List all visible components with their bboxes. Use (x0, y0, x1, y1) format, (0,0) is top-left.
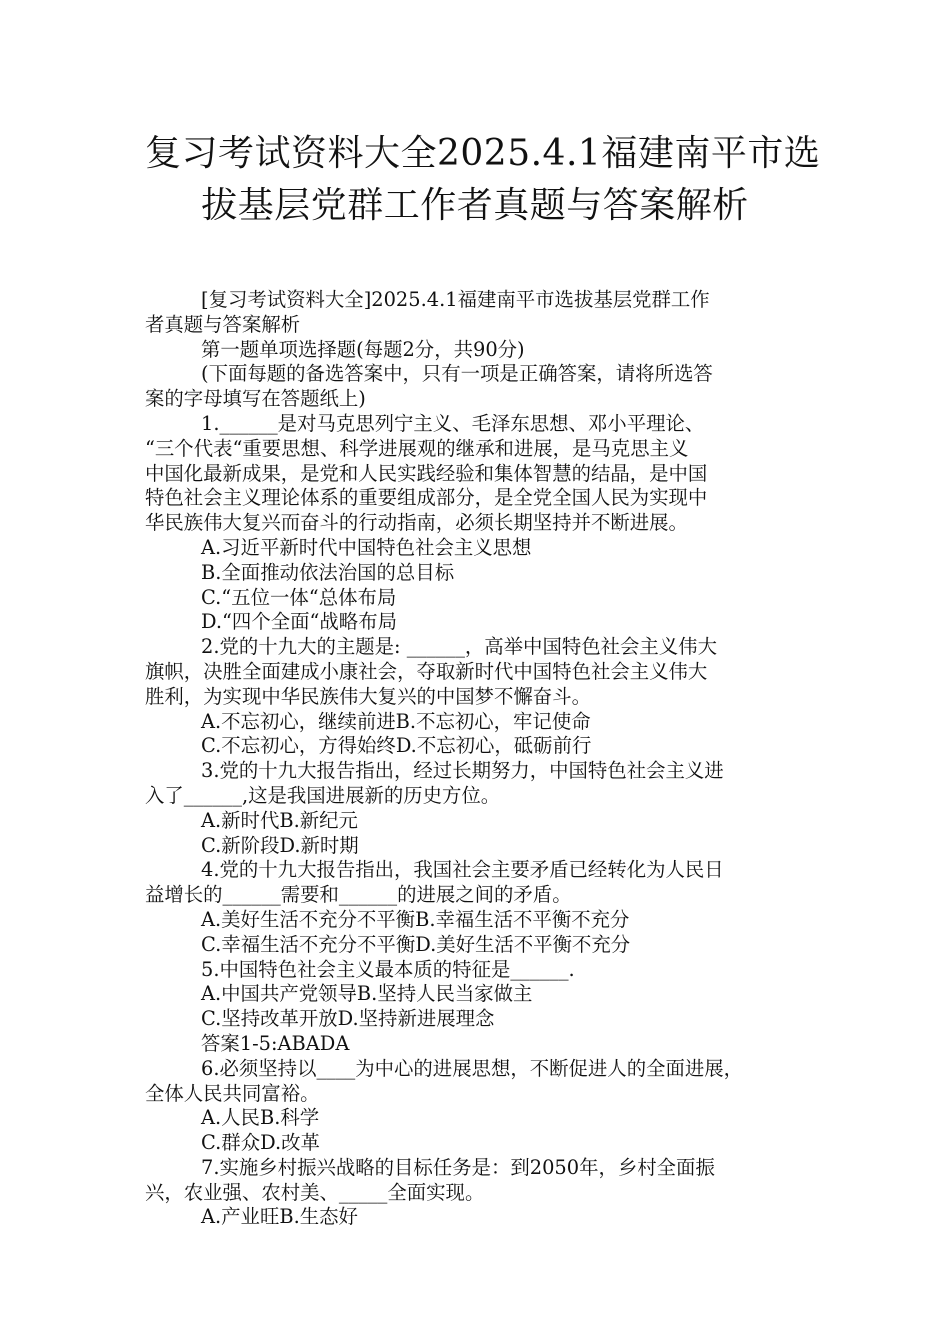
text-line: 4.党的十九大报告指出，我国社会主要矛盾已经转化为人民日 (201, 858, 724, 882)
text-line: A.产业旺B.生态好 (201, 1205, 358, 1229)
text-line: C.幸福生活不充分不平衡D.美好生活不平衡不充分 (201, 932, 631, 956)
text-line: 1.______是对马克思列宁主义、毛泽东思想、邓小平理论、 (201, 411, 705, 435)
text-line: 特色社会主义理论体系的重要组成部分，是全党全国人民为实现中 (145, 486, 708, 510)
text-line: [复习考试资料大全]2025.4.1福建南平市选拔基层党群工作 (201, 288, 710, 311)
text-line: 全体人民共同富裕。 (145, 1081, 320, 1105)
text-line: 入了______,这是我国进展新的历史方位。 (145, 783, 501, 807)
text-line: A.人民B.科学 (201, 1106, 320, 1130)
text-line: A.不忘初心，继续前进B.不忘初心，牢记使命 (201, 709, 591, 733)
text-line: C.群众D.改革 (201, 1131, 320, 1155)
text-line: A.中国共产党领导B.坚持人民当家做主 (201, 982, 533, 1006)
text-line: A.美好生活不充分不平衡B.幸福生活不平衡不充分 (201, 907, 630, 931)
text-line: 6.必须坚持以____为中心的进展思想，不断促进人的全面进展， (201, 1056, 744, 1080)
text-line: A.习近平新时代中国特色社会主义思想 (201, 535, 532, 559)
text-line: 胜利，为实现中华民族伟大复兴的中国梦不懈奋斗。 (145, 684, 591, 708)
text-line: 答案1-5:ABADA (201, 1031, 350, 1055)
text-line: A.新时代B.新纪元 (201, 808, 358, 832)
text-line: “三个代表“重要思想、科学进展观的继承和进展，是马克思主义 (145, 436, 689, 460)
text-line: B.全面推动依法治国的总目标 (201, 560, 455, 584)
text-line: D.“四个全面“战略布局 (201, 610, 397, 634)
text-line: 第一题单项选择题(每题2分，共90分) (201, 337, 525, 361)
text-line: 华民族伟大复兴而奋斗的行动指南，必须长期坚持并不断进展。 (145, 511, 688, 535)
text-line: 益增长的______需要和______的进展之间的矛盾。 (145, 883, 572, 907)
text-line: 2.党的十九大的主题是: ______，高举中国特色社会主义伟大 (201, 635, 717, 659)
document-title (145, 128, 821, 232)
text-line: 兴，农业强、农村美、_____全面实现。 (145, 1180, 485, 1204)
text-line: C.新阶段D.新时期 (201, 833, 359, 857)
text-line: 者真题与答案解析 (145, 312, 301, 336)
title-line-2: 拔基层党群工作者真题与答案解析 (201, 185, 749, 226)
text-line: 旗帜，决胜全面建成小康社会，夺取新时代中国特色社会主义伟大 (145, 659, 708, 683)
title-line-1: 复习考试资料大全2025.4.1福建南平市选 (145, 133, 821, 174)
text-line: 中国化最新成果，是党和人民实践经验和集体智慧的结晶，是中国 (145, 461, 708, 485)
text-line: 案的字母填写在答题纸上) (145, 387, 366, 411)
text-line: 5.中国特色社会主义最本质的特征是______. (201, 957, 575, 981)
text-line: 7.实施乡村振兴战略的目标任务是：到2050年，乡村全面振 (201, 1155, 715, 1179)
text-line: C.“五位一体“总体布局 (201, 585, 397, 609)
document-body (145, 288, 805, 1230)
text-line: 3.党的十九大报告指出，经过长期努力，中国特色社会主义进 (201, 759, 724, 783)
text-line: C.不忘初心，方得始终D.不忘初心，砥砺前行 (201, 734, 592, 758)
text-line: C.坚持改革开放D.坚持新进展理念 (201, 1007, 495, 1031)
text-line: (下面每题的备选答案中，只有一项是正确答案，请将所选答 (201, 362, 713, 386)
